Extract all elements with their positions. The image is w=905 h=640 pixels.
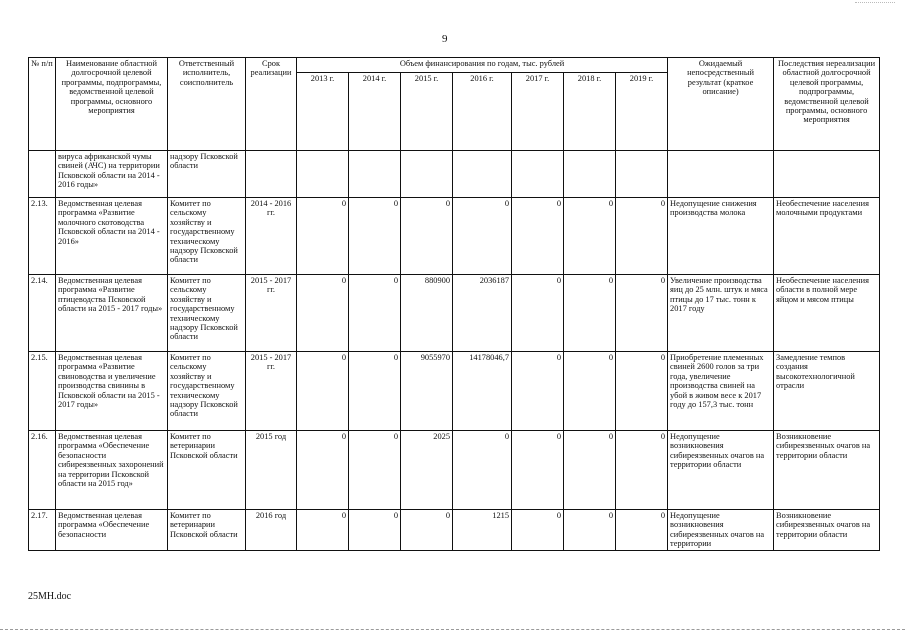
table-row: [29, 151, 880, 198]
row-responsible: Комитет по сельскому хозяйству и государственному техническому надзору Псковской области: [168, 352, 246, 431]
row-num: 2.13.: [29, 198, 56, 275]
row-term: [246, 151, 297, 198]
header-year: 2018 г.: [564, 73, 616, 151]
row-value: 14178046,7: [453, 352, 512, 431]
header-year: 2013 г.: [297, 73, 349, 151]
row-value: 0: [401, 510, 453, 551]
row-value: 0: [297, 275, 349, 352]
row-value: 0: [401, 198, 453, 275]
row-num: 2.14.: [29, 275, 56, 352]
row-consequences: Возникновение сибиреязвенных очагов на территории области: [774, 510, 880, 551]
row-value: 2036187: [453, 275, 512, 352]
table-row: [29, 275, 880, 352]
row-value: 0: [349, 510, 401, 551]
row-responsible: Комитет по сельскому хозяйству и государственному техническому надзору Псковской области: [168, 275, 246, 352]
row-value: 0: [297, 431, 349, 510]
row-value: 1215: [453, 510, 512, 551]
row-value: 0: [512, 275, 564, 352]
row-term: 2015 - 2017 гг.: [246, 352, 297, 431]
row-value: 0: [349, 431, 401, 510]
row-value: 0: [349, 275, 401, 352]
header-name: Наименование областной долгосрочной целевой программы, подпрограммы, ведомственной целевой программы, основного мероприятия: [56, 58, 168, 151]
row-consequences: Необеспечение населения молочными продуктами: [774, 198, 880, 275]
row-consequences: [774, 151, 880, 198]
row-num: [29, 151, 56, 198]
table-row: [29, 510, 880, 551]
row-value: 0: [297, 510, 349, 551]
row-name: Ведомственная целевая программа «Обеспечение безопасности сибиреязвенных захоронений на территории Псковской области на 2015 год»: [56, 431, 168, 510]
row-value: 0: [564, 352, 616, 431]
row-responsible: Комитет по сельскому хозяйству и государственному техническому надзору Псковской области: [168, 198, 246, 275]
row-term: 2016 год: [246, 510, 297, 551]
row-value: [401, 151, 453, 198]
row-value: [512, 151, 564, 198]
row-result: [668, 151, 774, 198]
page-number: 9: [442, 33, 448, 45]
financing-table: [28, 57, 880, 551]
table-row: [29, 431, 880, 510]
header-year: 2016 г.: [453, 73, 512, 151]
row-value: [616, 151, 668, 198]
table-header-row: [29, 58, 880, 73]
row-value: 0: [564, 275, 616, 352]
row-value: [564, 151, 616, 198]
row-name: Ведомственная целевая программа «Развитие свиноводства и увеличение производства свинины в Псковской области на 2015 - 2017 годы»: [56, 352, 168, 431]
row-value: 0: [349, 198, 401, 275]
row-value: 0: [349, 352, 401, 431]
row-num: 2.15.: [29, 352, 56, 431]
row-term: 2015 - 2017 гг.: [246, 275, 297, 352]
row-result: Недопущение снижения производства молока: [668, 198, 774, 275]
header-year: 2014 г.: [349, 73, 401, 151]
header-consequences: Последствия нереализации областной долгосрочной целевой программы, подпрограммы, ведомственной целевой программы, основного мероприятия: [774, 58, 880, 151]
row-name: Ведомственная целевая программа «Развитие птицеводства Псковской области на 2015 - 2017 годы»: [56, 275, 168, 352]
row-value: [453, 151, 512, 198]
row-result: Недопущение возникновения сибиреязвенных очагов на территории области: [668, 431, 774, 510]
row-value: 0: [564, 198, 616, 275]
scan-edge-line: [0, 629, 905, 630]
table-row: [29, 352, 880, 431]
row-num: 2.16.: [29, 431, 56, 510]
row-value: 0: [512, 198, 564, 275]
row-consequences: Возникновение сибиреязвенных очагов на территории области: [774, 431, 880, 510]
row-value: 0: [512, 510, 564, 551]
row-value: 0: [616, 275, 668, 352]
row-value: 0: [616, 510, 668, 551]
row-value: [349, 151, 401, 198]
row-value: 0: [616, 352, 668, 431]
header-year: 2015 г.: [401, 73, 453, 151]
row-responsible: Комитет по ветеринарии Псковской области: [168, 510, 246, 551]
header-year: 2017 г.: [512, 73, 564, 151]
row-value: 880900: [401, 275, 453, 352]
row-responsible: надзору Псковской области: [168, 151, 246, 198]
header-term: Срок реализации: [246, 58, 297, 151]
row-responsible: Комитет по ветеринарии Псковской области: [168, 431, 246, 510]
row-result: Увеличение производства яиц до 25 млн. штук и мяса птицы до 17 тыс. тонн к 2017 году: [668, 275, 774, 352]
row-consequences: Необеспечение населения области в полной мере яйцом и мясом птицы: [774, 275, 880, 352]
footer-filename: 25МН.doc: [28, 591, 72, 602]
row-value: 0: [512, 431, 564, 510]
row-value: 0: [453, 431, 512, 510]
row-result: Недопущение возникновения сибиреязвенных очагов на территории: [668, 510, 774, 551]
header-year: 2019 г.: [616, 73, 668, 151]
row-value: 9055970: [401, 352, 453, 431]
header-responsible: Ответственный исполнитель, соисполнитель: [168, 58, 246, 151]
row-name: Ведомственная целевая программа «Обеспечение безопасности: [56, 510, 168, 551]
row-value: 2025: [401, 431, 453, 510]
row-value: 0: [453, 198, 512, 275]
header-result: Ожидаемый непосредственный результат (краткое описание): [668, 58, 774, 151]
row-value: 0: [564, 510, 616, 551]
row-consequences: Замедление темпов создания высокотехнологичной отрасли: [774, 352, 880, 431]
row-result: Приобретение племенных свиней 2600 голов за три года, увеличение производства свиней на убой в живом весе к 2017 году до 157,3 тыс. тонн: [668, 352, 774, 431]
row-value: 0: [512, 352, 564, 431]
row-value: 0: [297, 198, 349, 275]
row-value: 0: [297, 352, 349, 431]
row-term: 2015 год: [246, 431, 297, 510]
row-value: [297, 151, 349, 198]
row-term: 2014 - 2016 гг.: [246, 198, 297, 275]
row-name: вируса африканской чумы свиней (АЧС) на территории Псковской области на 2014 - 2016 годы»: [56, 151, 168, 198]
row-value: 0: [616, 431, 668, 510]
row-value: 0: [616, 198, 668, 275]
row-num: 2.17.: [29, 510, 56, 551]
header-financing: Объем финансирования по годам, тыс. рублей: [297, 58, 668, 73]
row-value: 0: [564, 431, 616, 510]
row-name: Ведомственная целевая программа «Развитие молочного скотоводства Псковской области на 2014 - 2016»: [56, 198, 168, 275]
table-row: [29, 198, 880, 275]
scan-corner-mark: [855, 2, 895, 3]
header-num: № п/п: [29, 58, 56, 151]
